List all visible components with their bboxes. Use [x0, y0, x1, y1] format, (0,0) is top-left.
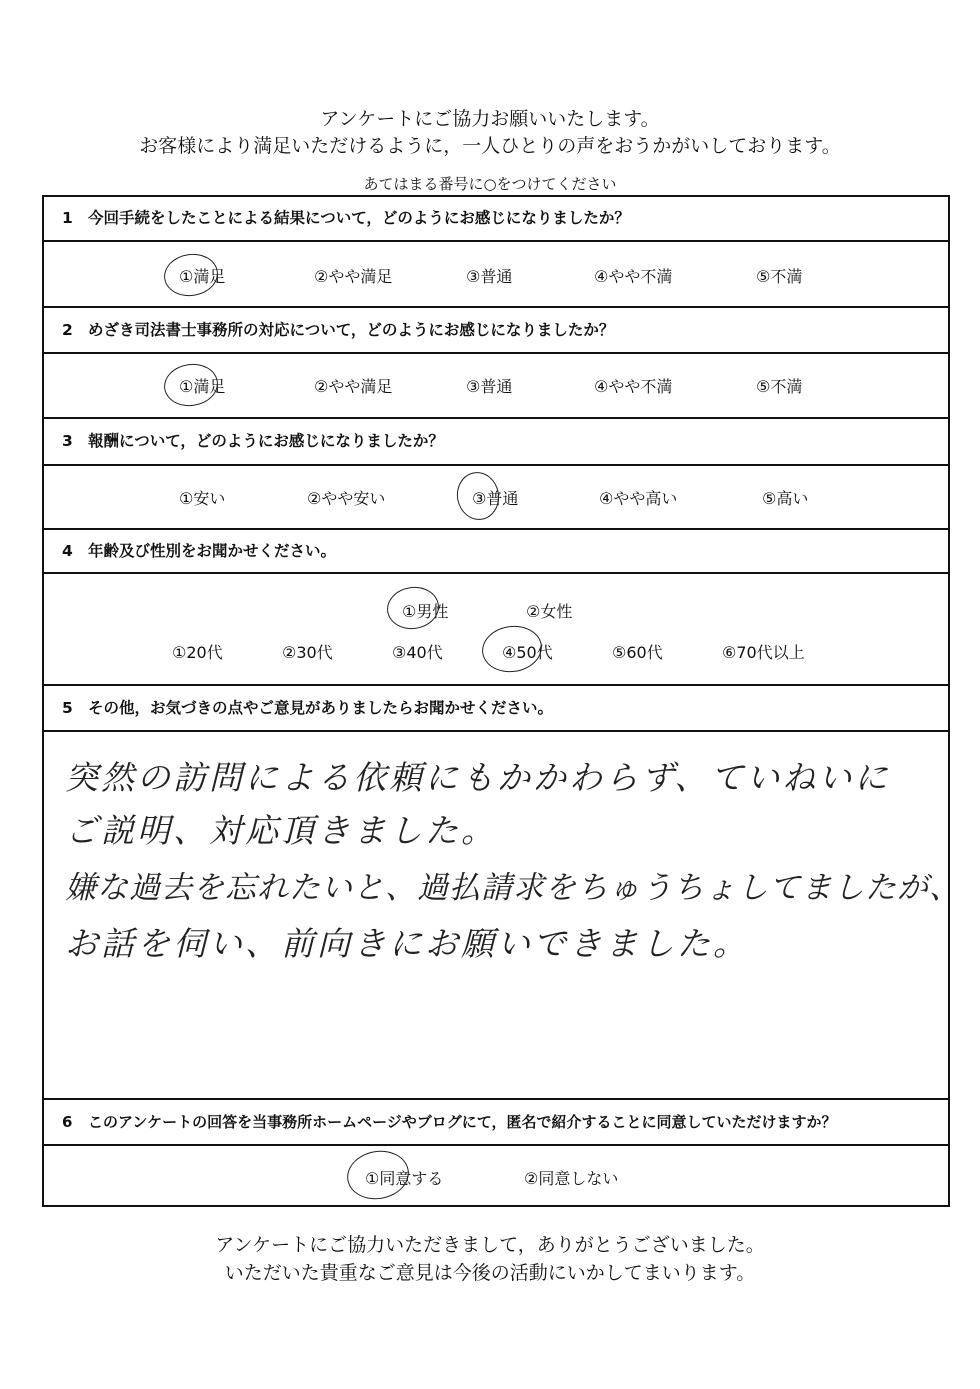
option-male[interactable]: ①男性	[402, 602, 449, 621]
handwritten-line-3: 嫌な過去を忘れたいと、過払請求をちゅうちょしてましたが、	[65, 870, 961, 906]
option-neutral[interactable]: ③普通	[472, 489, 519, 508]
question-number: 4	[62, 542, 73, 560]
question-5	[44, 686, 948, 732]
option-somewhat-cheap[interactable]: ②やや安い	[307, 489, 386, 508]
question-6	[44, 1100, 948, 1146]
selection-circle	[161, 250, 220, 299]
closing-line-1: アンケートにご協力いただきまして，ありがとうございました。	[215, 1234, 765, 1256]
answer-row-1	[44, 242, 948, 308]
answer-row-3	[44, 466, 948, 530]
option-neutral[interactable]: ③普通	[466, 267, 513, 286]
question-text: 年齢及び性別をお聞かせください。	[88, 542, 337, 560]
handwritten-line-1: 突然の訪問による依頼にもかかわらず、ていねいに	[65, 758, 891, 797]
question-text: めざき司法書士事務所の対応について，どのようにお感じになりましたか？	[88, 321, 615, 339]
question-number: 1	[62, 209, 73, 227]
question-text: このアンケートの回答を当事務所ホームページやブログにて，匿名で紹介することに同意していただけますか？	[88, 1113, 837, 1131]
option-dissatisfied[interactable]: ⑤不満	[756, 267, 803, 286]
question-number: 2	[62, 321, 73, 339]
option-neutral[interactable]: ③普通	[466, 377, 513, 396]
option-somewhat-satisfied[interactable]: ②やや満足	[314, 267, 393, 286]
option-age-20s[interactable]: ①20代	[172, 643, 223, 662]
selection-circle	[453, 469, 503, 524]
survey-form	[42, 195, 950, 1207]
closing-line-2: いただいた貴重なご意見は今後の活動にいかしてまいります。	[224, 1262, 756, 1284]
handwritten-line-2: ご説明、対応頂きました。	[65, 811, 497, 850]
option-dissatisfied[interactable]: ⑤不満	[756, 377, 803, 396]
option-satisfied[interactable]: ①満足	[179, 377, 226, 396]
intro-line-2: お客様により満足いただけるように，一人ひとりの声をおうかがいしております。	[139, 135, 841, 157]
selection-circle	[479, 622, 545, 676]
question-3	[44, 419, 948, 466]
question-1	[44, 197, 948, 242]
selection-circle	[161, 360, 220, 409]
question-text: 報酬について，どのようにお感じになりましたか？	[88, 432, 444, 450]
option-somewhat-expensive[interactable]: ④やや高い	[599, 489, 678, 508]
option-cheap[interactable]: ①安い	[179, 489, 226, 508]
question-text: その他，お気づきの点やご意見がありましたらお聞かせください。	[88, 699, 554, 717]
option-age-70s-plus[interactable]: ⑥70代以上	[722, 643, 805, 662]
option-female[interactable]: ②女性	[526, 602, 573, 621]
option-expensive[interactable]: ⑤高い	[762, 489, 809, 508]
answer-row-6	[44, 1146, 948, 1205]
instruction: あてはまる番号に○をつけてください	[363, 175, 617, 193]
option-age-30s[interactable]: ②30代	[282, 643, 333, 662]
question-text: 今回手続をしたことによる結果について，どのようにお感じになりましたか？	[88, 209, 630, 227]
question-number: 5	[62, 699, 73, 717]
option-satisfied[interactable]: ①満足	[179, 267, 226, 286]
option-disagree[interactable]: ②同意しない	[524, 1169, 619, 1188]
option-age-40s[interactable]: ③40代	[392, 643, 443, 662]
intro-line-1: アンケートにご協力お願いいたします。	[320, 108, 660, 130]
answer-row-2	[44, 354, 948, 419]
handwritten-line-4: お話を伺い、前向きにお願いできました。	[65, 924, 749, 963]
option-age-60s[interactable]: ⑤60代	[612, 643, 663, 662]
option-age-50s[interactable]: ④50代	[502, 643, 553, 662]
answer-row-4	[44, 574, 948, 686]
question-2	[44, 308, 948, 354]
selection-circle	[384, 584, 441, 633]
option-somewhat-satisfied[interactable]: ②やや満足	[314, 377, 393, 396]
selection-circle	[343, 1146, 412, 1204]
option-agree[interactable]: ①同意する	[365, 1169, 444, 1188]
question-number: 6	[62, 1113, 73, 1131]
question-4	[44, 530, 948, 574]
option-somewhat-dissatisfied[interactable]: ④やや不満	[594, 267, 673, 286]
question-number: 3	[62, 432, 73, 450]
option-somewhat-dissatisfied[interactable]: ④やや不満	[594, 377, 673, 396]
